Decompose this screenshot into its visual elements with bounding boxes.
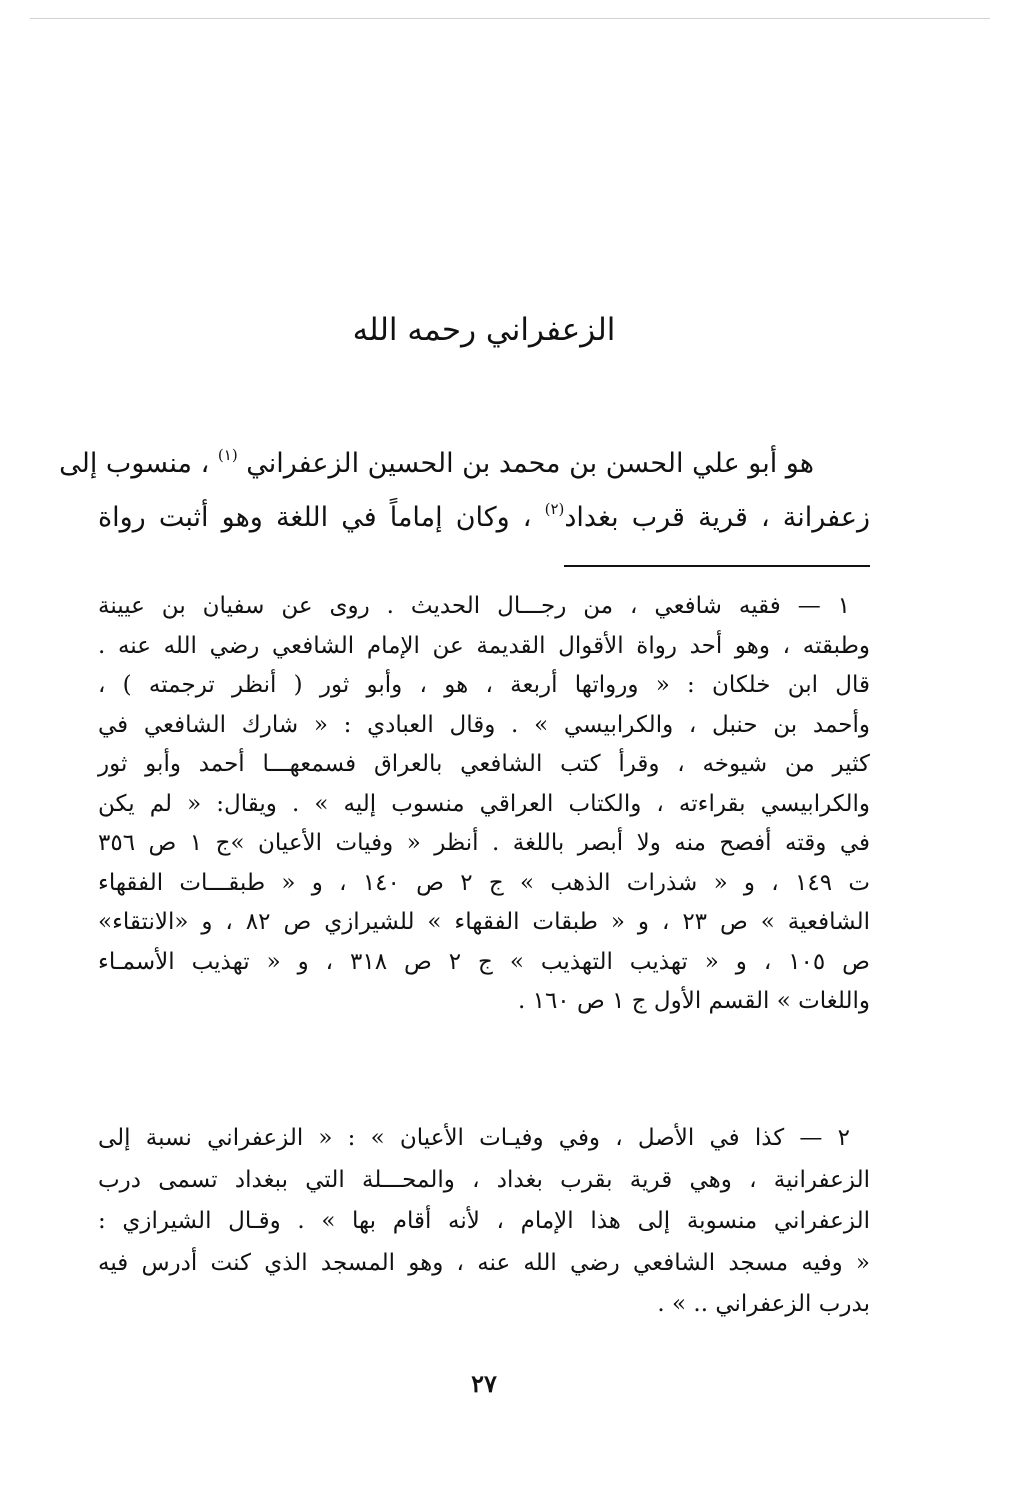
footnote-reference: (١) — [217, 446, 238, 464]
footnote-line: وطبقته ، وهو أحد رواة الأقوال القديمة عن الإمام الشافعي رضي الله عنه . — [98, 632, 870, 659]
footnote-reference: (٢) — [544, 500, 565, 518]
footnote-line: ٢ — كذا في الأصل ، وفي وفيـات الأعيان » : « الزعفراني نسبة إلى — [98, 1125, 850, 1151]
body-text: ، منسوب إلى — [59, 448, 210, 479]
footnote-separator — [564, 565, 870, 567]
footnote-line: بدرب الزعفراني .. » . — [657, 1291, 870, 1317]
footnote-1 — [98, 587, 870, 1022]
body-text: زعفرانة ، قرية قرب بغداد — [564, 502, 870, 533]
body-text: ، وكان إماماً في اللغة وهو أثبت رواة — [98, 502, 532, 533]
page-title: الزعفراني رحمه الله — [352, 312, 616, 348]
body-text: هو أبو علي الحسن بن محمد بن الحسين الزعفراني — [246, 448, 814, 479]
footnote-line: في وقته أفصح منه ولا أبصر باللغة . أنظر « وفيات الأعيان »ج ١ ص ٣٥٦ — [98, 830, 870, 856]
footnote-line: كثير من شيوخه ، وقرأ كتب الشافعي بالعراق فسمعهـــا أحمد وأبو ثور — [98, 751, 870, 777]
top-divider — [30, 18, 990, 19]
body-line — [98, 491, 870, 545]
footnote-line: الزعفرانية ، وهي قرية بقرب بغداد ، والمحـــلة التي ببغداد تسمى درب — [98, 1166, 870, 1193]
footnote-line: الشافعية » ص ٢٣ ، و « طبقات الفقهاء » للشيرازي ص ٨٢ ، و «الانتقاء» — [98, 909, 870, 935]
main-paragraph — [59, 437, 870, 545]
page-number: ٢٧ — [471, 1369, 497, 1398]
footnote-line: والكرابيسي بقراءته ، والكتاب العراقي منسوب إليه » . ويقال: « لم يكن — [98, 790, 870, 817]
footnote-line: واللغات » القسم الأول ج ١ ص ١٦٠ . — [517, 988, 870, 1014]
footnote-line: قال ابن خلكان : « ورواتها أربعة ، هو ، وأبو ثور ( أنظر ترجمته ) ، — [98, 672, 870, 698]
footnote-line: ١ — فقيه شافعي ، من رجـــال الحديث . روى عن سفيان بن عيينة — [98, 593, 850, 619]
footnote-line: وأحمد بن حنبل ، والكرابيسي » . وقال العبادي : « شارك الشافعي في — [98, 711, 870, 738]
body-line — [59, 437, 870, 491]
footnote-line: « وفيه مسجد الشافعي رضي الله عنه ، وهو المسجد الذي كنت أدرس فيه — [98, 1249, 870, 1276]
footnote-line: الزعفراني منسوبة إلى هذا الإمام ، لأنه أقام بها » . وقـال الشيرازي : — [98, 1208, 870, 1234]
footnote-2 — [98, 1118, 870, 1326]
footnote-line: ص ١٠٥ ، و « تهذيب التهذيب » ج ٢ ص ٣١٨ ، و « تهذيب الأسمـاء — [98, 948, 870, 975]
footnote-line: ت ١٤٩ ، و « شذرات الذهب » ج ٢ ص ١٤٠ ، و « طبقـــات الفقهاء — [98, 869, 870, 896]
